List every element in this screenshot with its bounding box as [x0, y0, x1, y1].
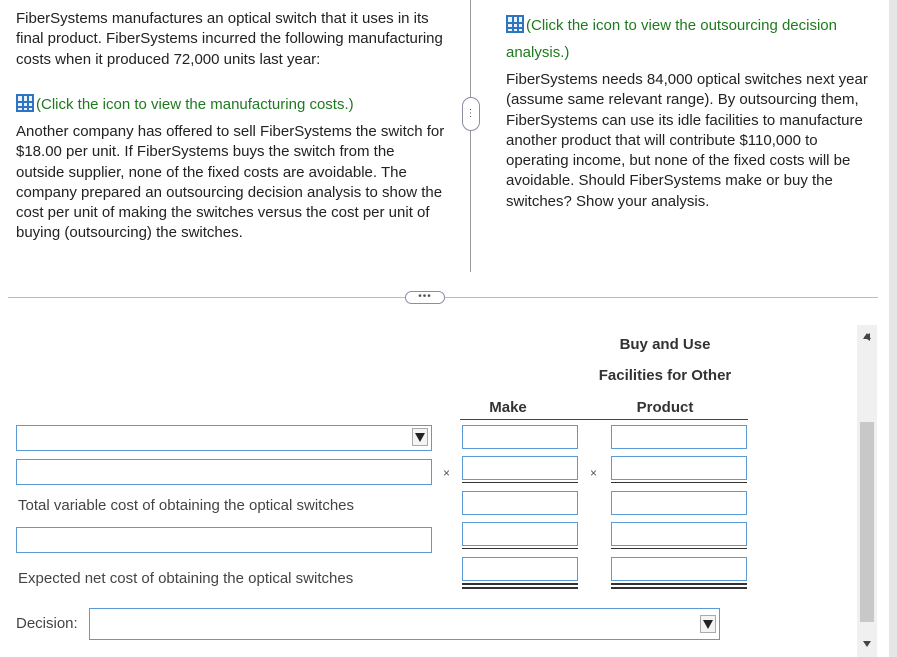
question-paragraph: FiberSystems needs 84,000 optical switches next year (assume same relevant range). By outsourcing them, FiberSystems can use its idle facilities to manufacture another product that will contribute $110,000 to operating income, but none of the fixed costs will be avoidable. Should FiberSystems make or buy the switches? Show your analysis.	[506, 71, 868, 210]
row2-make-input[interactable]	[462, 456, 578, 480]
double-underline-make-1	[462, 583, 578, 585]
subtotal-line-make	[462, 482, 578, 483]
horizontal-splitter-handle[interactable]: •••	[405, 291, 445, 304]
row4-item-input[interactable]	[16, 527, 432, 553]
subtotal-line-make-2	[462, 548, 578, 549]
row1-buy-input[interactable]	[611, 425, 747, 449]
column-header-buy-line1: Buy and Use	[619, 336, 711, 353]
manufacturing-costs-link-text[interactable]: (Click the icon to view the manufacturing costs.)	[36, 96, 354, 113]
row5-make-input[interactable]	[462, 557, 578, 581]
dropdown-button[interactable]	[412, 428, 428, 446]
page-edge-bar	[889, 0, 897, 657]
outsourcing-analysis-link-text[interactable]: (Click the icon to view the outsourcing decision analysis.)	[506, 17, 837, 61]
problem-intro: FiberSystems manufactures an optical switch that it uses in its final product. FiberSystems incurred the following manufacturing costs when it produced 72,000 units last year:	[16, 10, 443, 68]
row2-item-input[interactable]	[16, 459, 432, 485]
row1-make-input[interactable]	[462, 425, 578, 449]
column-header-make: Make	[489, 399, 527, 416]
chevron-down-icon	[703, 620, 713, 629]
vertical-splitter-handle[interactable]: ⋮	[462, 97, 480, 131]
row1-item-dropdown[interactable]	[16, 425, 432, 451]
table-icon[interactable]	[506, 15, 524, 33]
row3-make-input[interactable]	[462, 491, 578, 515]
chevron-down-icon	[415, 433, 425, 442]
double-underline-buy-2	[611, 587, 747, 589]
row-label-expected-net-cost: Expected net cost of obtaining the optical switches	[18, 570, 354, 587]
row4-buy-input[interactable]	[611, 522, 747, 546]
subtotal-line-buy	[611, 482, 747, 483]
header-underline	[460, 419, 748, 420]
collapse-arrow-icon[interactable]	[864, 333, 870, 341]
subtotal-line-buy-2	[611, 548, 747, 549]
scrollbar-thumb[interactable]	[860, 422, 874, 622]
decision-dropdown[interactable]	[89, 608, 720, 640]
scroll-down-arrow-icon[interactable]	[863, 641, 871, 647]
row4-make-input[interactable]	[462, 522, 578, 546]
manufacturing-costs-link[interactable]	[16, 94, 446, 114]
decision-dropdown-button[interactable]	[700, 615, 716, 633]
double-underline-buy-1	[611, 583, 747, 585]
row-label-total-variable-cost: Total variable cost of obtaining the optical switches	[18, 497, 355, 514]
double-underline-make-2	[462, 587, 578, 589]
table-icon[interactable]	[16, 94, 34, 112]
offer-paragraph: Another company has offered to sell FiberSystems the switch for $18.00 per unit. If FiberSystems buys the switch from the outside supplier, none of the fixed costs are avoidable. The company prepared an outsourcing decision analysis to show the cost per unit of making the switches versus the cost per unit of buying (outsourcing) the switches.	[16, 123, 445, 242]
times-symbol-make: ×	[443, 466, 451, 480]
decision-label: Decision:	[16, 615, 78, 632]
vertical-divider	[470, 0, 471, 272]
vertical-scrollbar[interactable]	[857, 325, 877, 657]
outsourcing-analysis-link[interactable]	[506, 12, 866, 66]
column-header-buy-line3: Product	[636, 399, 694, 416]
row5-buy-input[interactable]	[611, 557, 747, 581]
row2-buy-input[interactable]	[611, 456, 747, 480]
times-symbol-buy: ×	[590, 466, 598, 480]
column-header-buy-line2: Facilities for Other	[598, 367, 732, 384]
row3-buy-input[interactable]	[611, 491, 747, 515]
